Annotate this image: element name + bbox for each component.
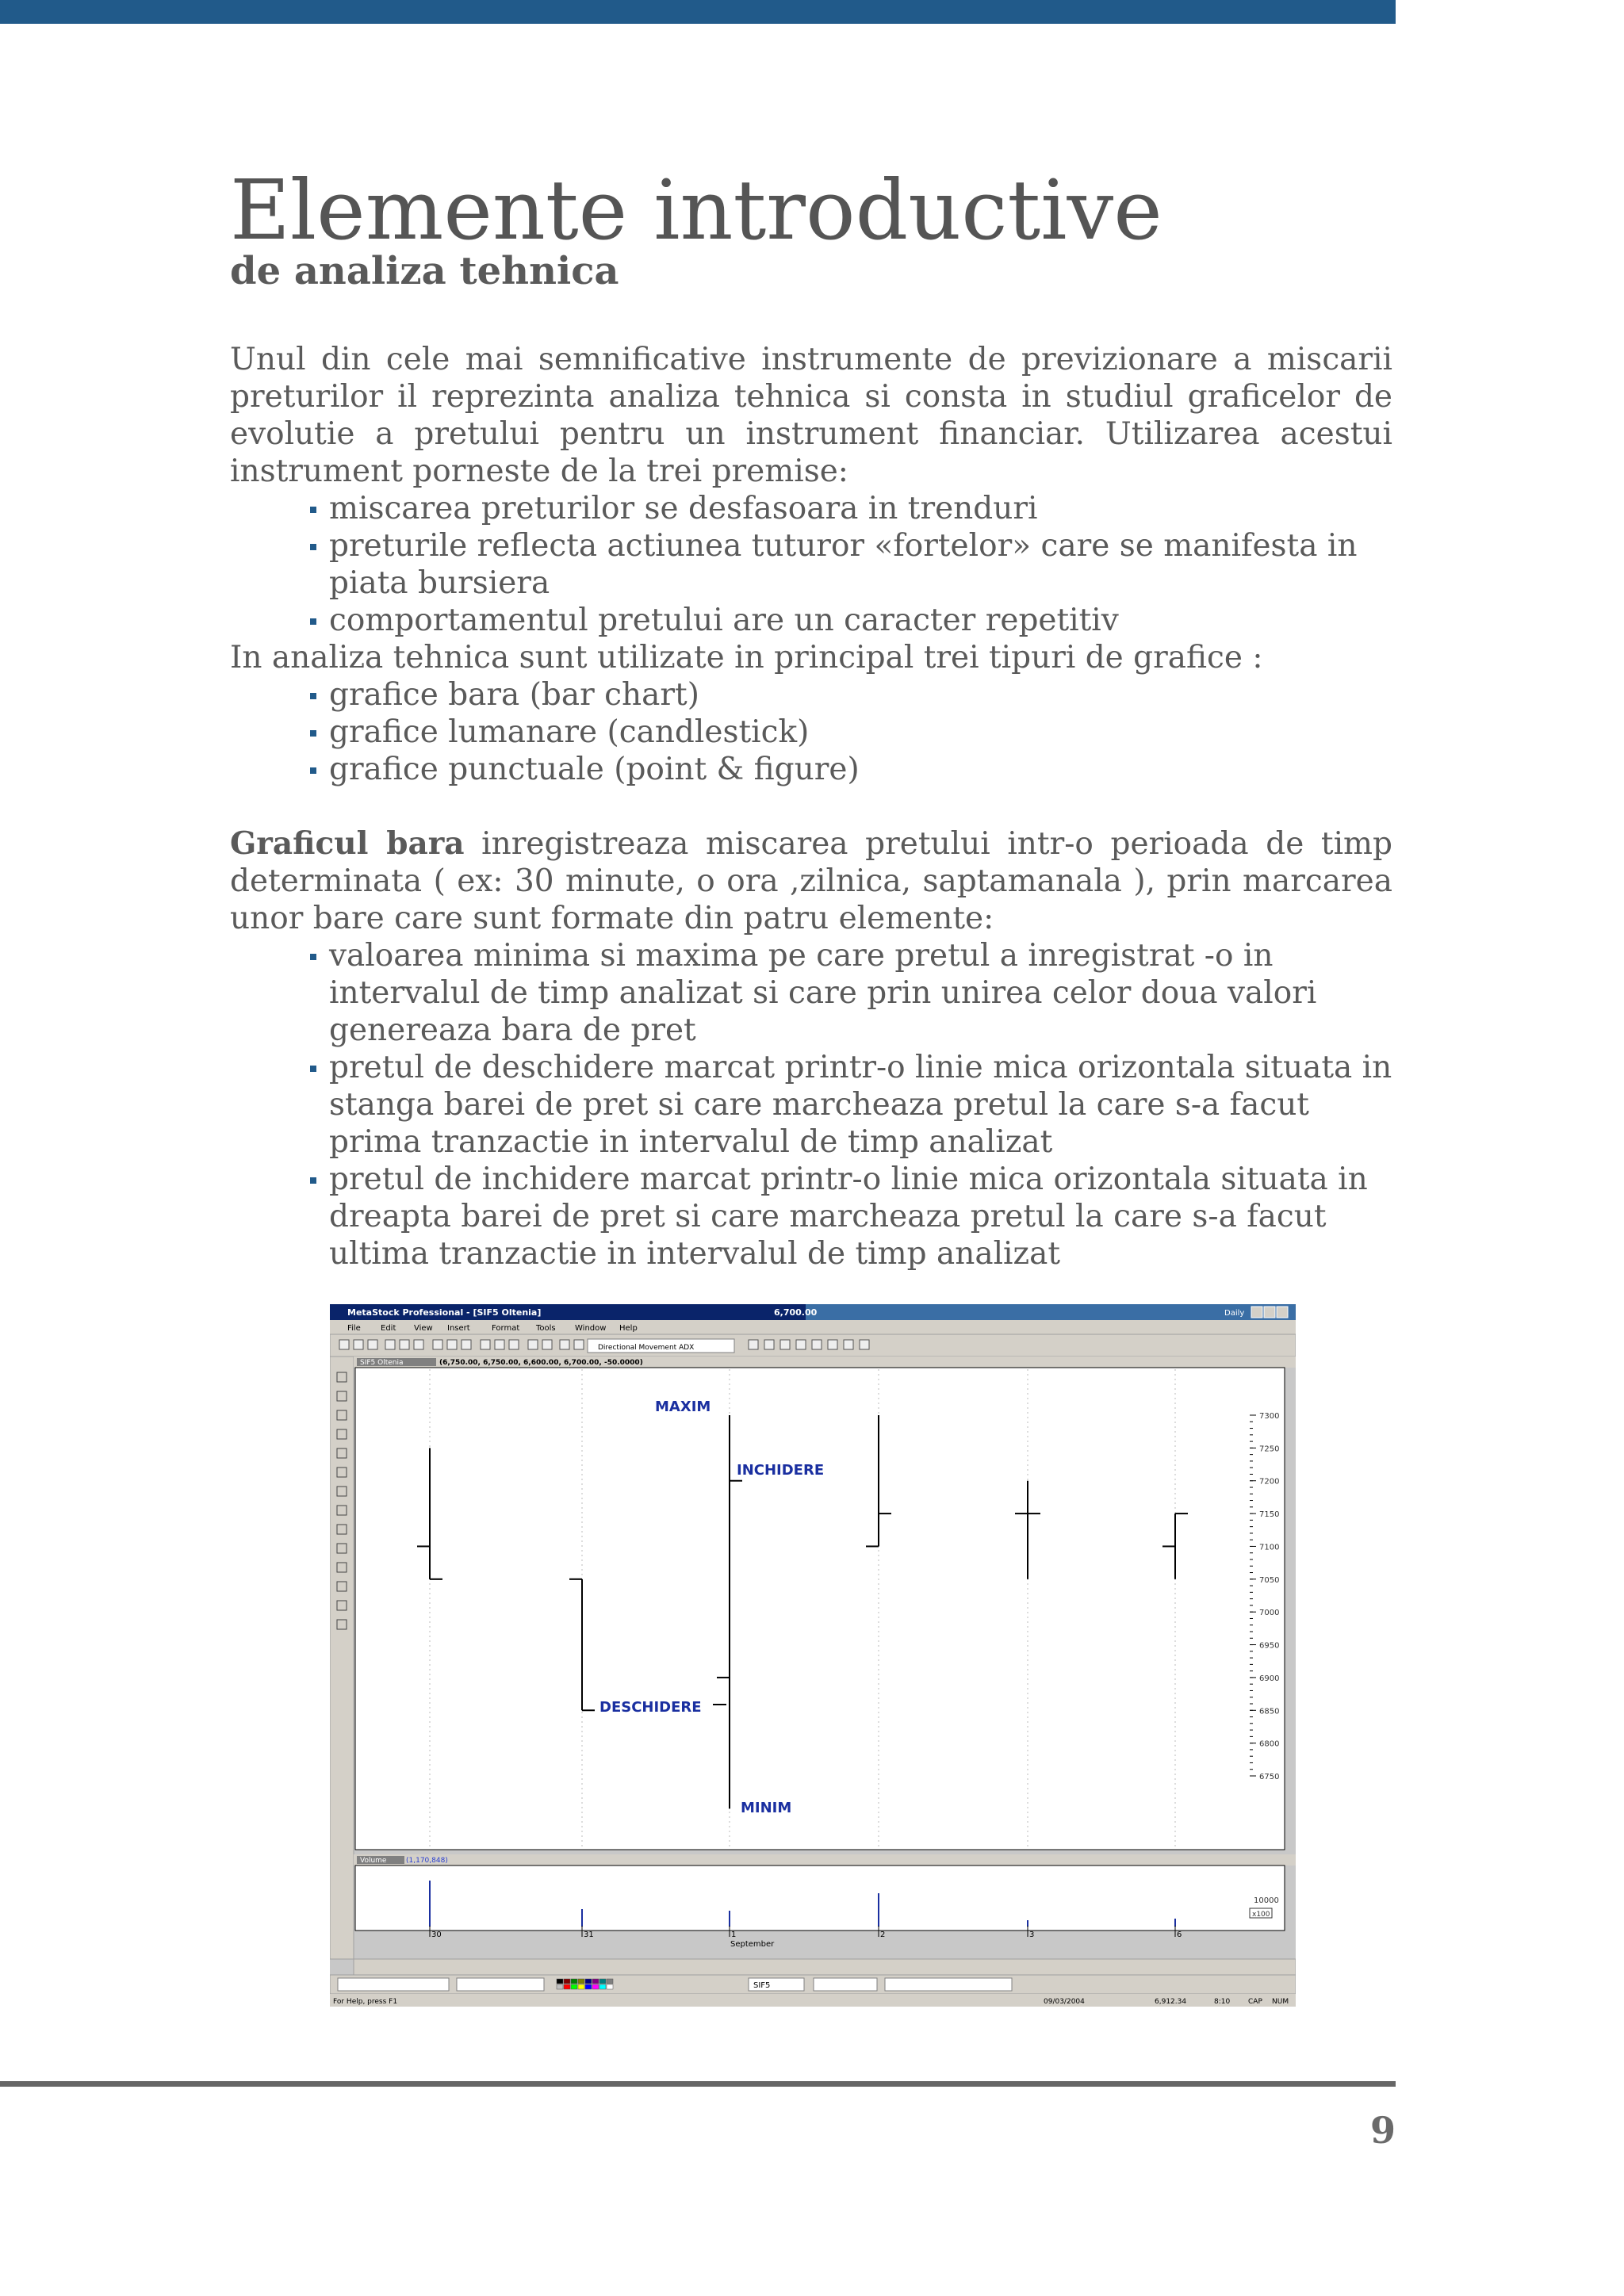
toolbar-icon[interactable]	[495, 1340, 504, 1349]
y-tick-label: 7000	[1259, 1609, 1280, 1618]
annotation-maxim: MAXIM	[655, 1399, 711, 1415]
toolbar-icon[interactable]	[574, 1340, 584, 1349]
color-swatch[interactable]	[557, 1979, 563, 1984]
y-tick-label: 6750	[1259, 1773, 1280, 1781]
volume-pane-header	[354, 1854, 1296, 1866]
toolbar-icon[interactable]	[749, 1340, 758, 1349]
toolbar-icon[interactable]	[812, 1340, 822, 1349]
annotation-deschidere: DESCHIDERE	[599, 1699, 702, 1716]
y-tick-label: 7100	[1259, 1543, 1280, 1552]
color-swatch[interactable]	[564, 1979, 570, 1984]
volume-scale: x100	[1252, 1911, 1270, 1919]
header-accent-bar	[0, 0, 1396, 24]
toolbar-icon[interactable]	[368, 1340, 377, 1349]
color-swatch[interactable]	[578, 1979, 584, 1984]
intro-paragraph: Unul din cele mai semnificative instrumente de previzionare a miscarii preturilor il reprezinta analiza tehnica si consta in studiul graficelor de evolutie a pretului pentru un instrument financiar. Utilizarea acestui instrument porneste de la trei premise:	[230, 342, 1392, 489]
status-help: For Help, press F1	[333, 1998, 398, 2006]
status-value: 6,912.34	[1155, 1998, 1187, 2006]
minimize-button[interactable]	[1251, 1307, 1262, 1318]
menu-item-help[interactable]: Help	[619, 1324, 638, 1333]
toolbar-icon[interactable]	[542, 1340, 552, 1349]
bar-elements-list	[230, 937, 1392, 1272]
toolbar-icon[interactable]	[828, 1340, 837, 1349]
annotation-inchidere: INCHIDERE	[737, 1462, 825, 1479]
list-item: preturile reflecta actiunea tuturor «fortelor» care se manifesta in piata bursiera	[329, 527, 1392, 602]
toolbar-icon[interactable]	[528, 1340, 538, 1349]
color-swatch[interactable]	[578, 1984, 584, 1989]
y-tick-label: 7150	[1259, 1510, 1280, 1520]
chart-types-intro: In analiza tehnica sunt utilizate in principal trei tipuri de grafice :	[230, 640, 1263, 675]
menu-item-format[interactable]: Format	[492, 1324, 520, 1333]
toolbar-icon[interactable]	[796, 1340, 806, 1349]
toolbar-icon[interactable]	[509, 1340, 519, 1349]
color-swatch[interactable]	[571, 1979, 577, 1984]
symbol-box-label: SIF5	[753, 1981, 771, 1990]
volume-chart-area	[355, 1866, 1285, 1931]
x-tick-label: 3	[1029, 1931, 1035, 1939]
color-swatch[interactable]	[564, 1984, 570, 1989]
menu-item-insert[interactable]: Insert	[447, 1324, 470, 1333]
list-item: miscarea preturilor se desfasoara in trenduri	[329, 490, 1392, 527]
x-tick-label: 31	[584, 1931, 594, 1939]
color-swatch[interactable]	[599, 1984, 606, 1989]
color-swatch[interactable]	[592, 1979, 599, 1984]
y-tick-label: 7300	[1259, 1412, 1280, 1421]
menu-item-view[interactable]: View	[414, 1324, 433, 1333]
status-date: 09/03/2004	[1044, 1998, 1085, 2006]
price-chart-area	[355, 1368, 1285, 1850]
toolbar-icon[interactable]	[447, 1340, 457, 1349]
premises-list	[230, 490, 1392, 639]
toolbar-icon[interactable]	[400, 1340, 409, 1349]
list-item: valoarea minima si maxima pe care pretul a inregistrat -o in intervalul de timp analizat si care prin unirea celor doua valori genereaza bara de pret	[329, 937, 1392, 1049]
toolbar-icon[interactable]	[764, 1340, 774, 1349]
horizontal-scrollbar[interactable]	[354, 1959, 1296, 1975]
status-bar	[330, 1994, 1296, 2007]
bar-chart-lead: Graficul bara	[230, 825, 465, 862]
page-subtitle: de analiza tehnica	[230, 249, 619, 293]
window-title-right: Daily	[1224, 1309, 1245, 1318]
menu-item-file[interactable]: File	[347, 1324, 361, 1333]
y-tick-label: 6950	[1259, 1641, 1280, 1651]
y-tick-label: 6800	[1259, 1739, 1280, 1749]
window-title-price: 6,700.00	[774, 1307, 818, 1318]
x-tick-label: 1	[731, 1931, 737, 1939]
y-tick-label: 7050	[1259, 1575, 1280, 1585]
page-title: Elemente introductive	[230, 162, 1162, 258]
list-item: grafice lumanare (candlestick)	[329, 714, 1392, 751]
toolbar-icon[interactable]	[339, 1340, 349, 1349]
color-swatch[interactable]	[571, 1984, 577, 1989]
menu-item-edit[interactable]: Edit	[381, 1324, 396, 1333]
list-item: pretul de inchidere marcat printr-o linie mica orizontala situata in dreapta barei de pret si care marcheaza pretul la care s-a facut ultima tranzactie in intervalul de timp analizat	[329, 1161, 1392, 1272]
x-month: September	[730, 1940, 775, 1949]
metastock-screenshot	[330, 1304, 1296, 2007]
menu-item-tools[interactable]: Tools	[536, 1324, 556, 1333]
y-tick-label: 6850	[1259, 1707, 1280, 1716]
menu-bar	[330, 1320, 1296, 1334]
x-tick-label: 6	[1177, 1931, 1182, 1939]
y-tick-label: 7200	[1259, 1477, 1280, 1487]
bar-chart-text: inregistreaza miscarea pretului intr-o perioada de timp determinata ( ex: 30 minute, o ora ,zilnica, saptamanala ), prin marcarea unor bare care sunt formate din patru elemente:	[230, 826, 1392, 936]
y-tick-label: 6900	[1259, 1674, 1280, 1683]
menu-item-window[interactable]: Window	[575, 1324, 607, 1333]
status-cap: CAP	[1248, 1998, 1262, 2006]
price-pane-label: SIF5 Oltenia	[360, 1359, 404, 1367]
volume-pane-value: (1,170,848)	[406, 1857, 448, 1865]
list-item: grafice punctuale (point & figure)	[329, 751, 1392, 788]
volume-pane-label: Volume	[360, 1857, 387, 1865]
line-style-select[interactable]	[338, 1978, 449, 1991]
y-tick-label: 7250	[1259, 1445, 1280, 1454]
toolbar-icon[interactable]	[414, 1340, 423, 1349]
chart-types-list	[230, 676, 1392, 788]
toolbar-icon[interactable]	[560, 1340, 569, 1349]
page-number: 9	[1369, 2109, 1396, 2152]
toolbar-icon[interactable]	[385, 1340, 395, 1349]
list-item: grafice bara (bar chart)	[329, 676, 1392, 714]
x-tick-label: 30	[431, 1931, 442, 1939]
footer-rule	[0, 2081, 1396, 2087]
indicator-select-label: Directional Movement ADX	[598, 1344, 695, 1352]
toolbar-icon[interactable]	[844, 1340, 853, 1349]
toolbar-icon[interactable]	[860, 1340, 869, 1349]
color-swatch[interactable]	[557, 1984, 563, 1989]
toolbar-icon[interactable]	[433, 1340, 442, 1349]
color-swatch[interactable]	[607, 1979, 613, 1984]
security-select[interactable]	[885, 1978, 1012, 1991]
toolbar-icon[interactable]	[481, 1340, 490, 1349]
color-swatch[interactable]	[599, 1979, 606, 1984]
x-tick-label: 2	[880, 1931, 886, 1939]
toolbar-icon[interactable]	[780, 1340, 790, 1349]
status-num: NUM	[1272, 1998, 1289, 2006]
price-pane-values: (6,750.00, 6,750.00, 6,600.00, 6,700.00, -50.0000)	[439, 1359, 643, 1367]
status-time: 8:10	[1214, 1998, 1231, 2006]
color-swatch[interactable]	[592, 1984, 599, 1989]
maximize-button[interactable]	[1264, 1307, 1275, 1318]
toolbar-icon[interactable]	[354, 1340, 363, 1349]
volume-tick: 10000	[1254, 1896, 1279, 1905]
drawing-tools-strip	[330, 1357, 354, 1959]
list-item: comportamentul pretului are un caracter repetitiv	[329, 602, 1392, 639]
close-button[interactable]	[1277, 1307, 1288, 1318]
bar-chart-paragraph	[230, 825, 1392, 937]
period-select[interactable]	[814, 1978, 877, 1991]
color-swatch[interactable]	[585, 1979, 592, 1984]
body-text	[230, 341, 1392, 1272]
list-item: pretul de deschidere marcat printr-o linie mica orizontala situata in stanga barei de pret si care marcheaza pretul la care s-a facut prima tranzactie in intervalul de timp analizat	[329, 1050, 1392, 1160]
color-swatch[interactable]	[585, 1984, 592, 1989]
toolbar-icon[interactable]	[462, 1340, 471, 1349]
window-title: MetaStock Professional - [SIF5 Oltenia]	[347, 1307, 542, 1318]
color-swatch[interactable]	[607, 1984, 613, 1989]
line-width-select[interactable]	[457, 1978, 544, 1991]
annotation-minim: MINIM	[741, 1800, 792, 1816]
